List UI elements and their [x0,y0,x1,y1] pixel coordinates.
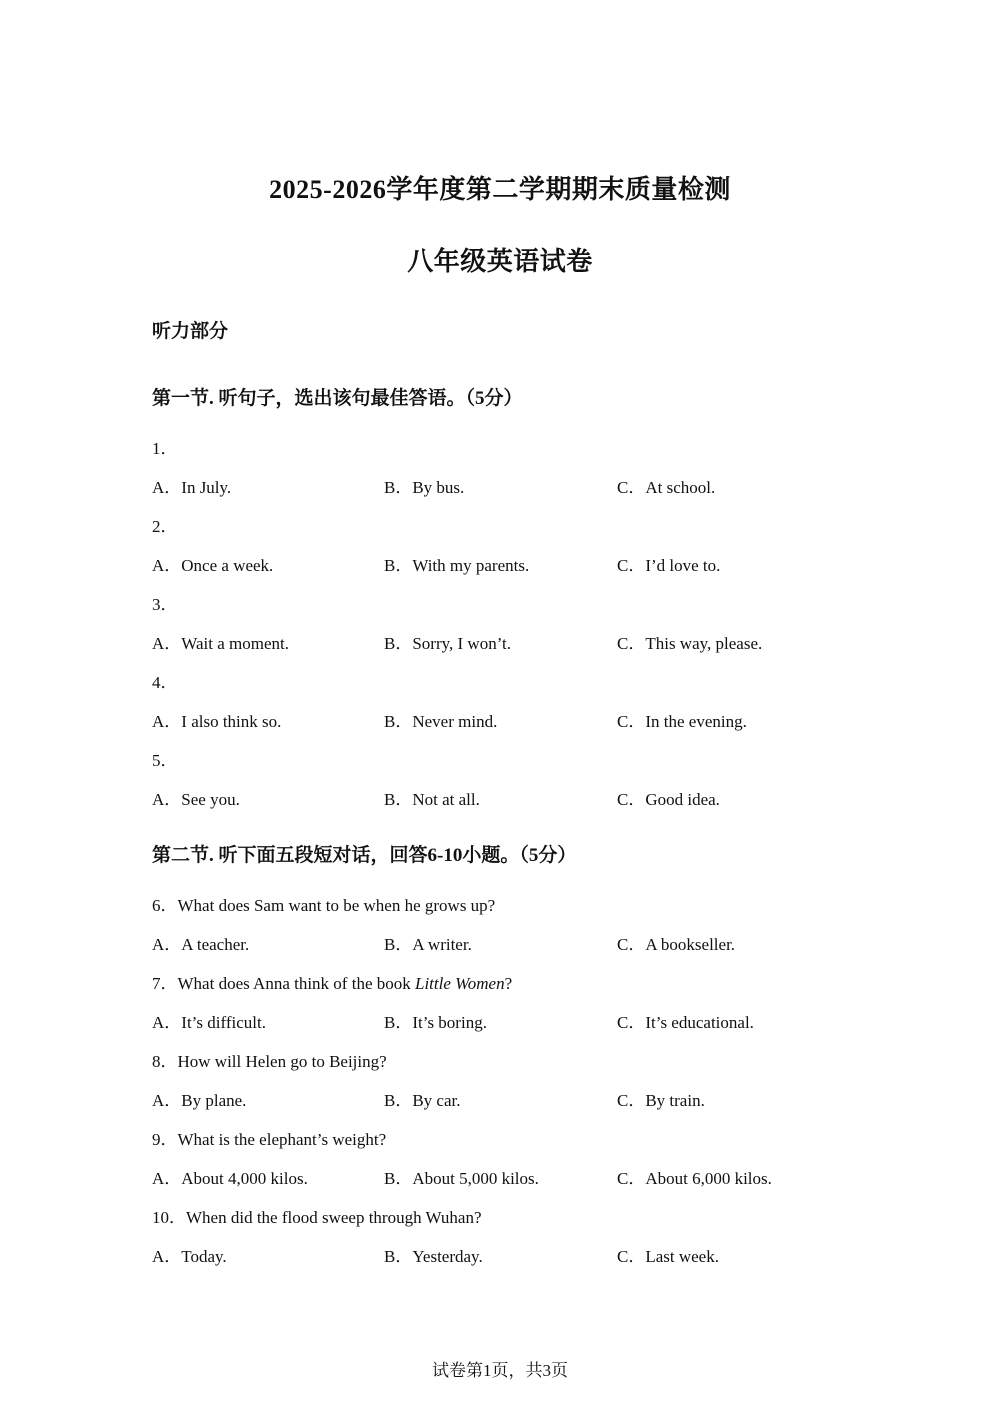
exam-subtitle: 八年级英语试卷 [407,247,593,276]
options-row [152,624,852,663]
option-a: A．A teacher. [152,935,250,954]
option-a: A．About 4,000 kilos. [152,1169,308,1188]
question-row [152,964,852,1003]
option-a: A．Wait a moment. [152,634,289,653]
option-c: C．A bookseller. [617,935,736,954]
question-number: 3． [152,595,178,614]
question-row [152,1120,852,1159]
option-c: C．By train. [617,1091,705,1110]
page-footer: 试卷第1页，共3页 [432,1361,568,1380]
option-b: B．A writer. [384,935,472,954]
option-a: A．It’s difficult. [152,1013,266,1032]
option-b: B．Never mind. [384,712,498,731]
option-b: B．By car. [384,1091,461,1110]
options-row [152,1003,852,1042]
section2-heading: 第二节. 听下面五段短对话，回答6-10小题。（5分） [152,845,577,866]
question-row [152,1042,852,1081]
question-text: When did the flood sweep through Wuhan? [186,1208,482,1227]
option-c: C．About 6,000 kilos. [617,1169,772,1188]
section1-questions [152,429,852,819]
section1-heading: 第一节. 听句子，选出该句最佳答语。（5分） [152,388,523,409]
options-row [152,780,852,819]
options-row [152,702,852,741]
option-b: B．About 5,000 kilos. [384,1169,539,1188]
part-heading-listening: 听力部分 [152,321,229,342]
question-number-row [152,741,852,780]
question-number: 6． [152,896,178,915]
option-c: C．I’d love to. [617,556,721,575]
question-number-row [152,663,852,702]
options-row [152,925,852,964]
question-number: 7． [152,974,178,993]
option-b: B．With my parents. [384,556,530,575]
option-b: B．It’s boring. [384,1013,487,1032]
option-c: C．Good idea. [617,790,720,809]
option-a: A．I also think so. [152,712,282,731]
question-text: What is the elephant’s weight? [177,1130,387,1149]
option-a: A．In July. [152,478,232,497]
question-number: 10． [152,1208,186,1227]
option-c: C．Last week. [617,1247,719,1266]
options-row [152,468,852,507]
exam-title: 2025-2026学年度第二学期期末质量检测 [269,175,731,204]
question-row [152,1198,852,1237]
question-number-row [152,429,852,468]
question-number: 5． [152,751,178,770]
question-number: 4． [152,673,178,692]
option-a: A．Once a week. [152,556,274,575]
question-row [152,886,852,925]
question-text: What does Sam want to be when he grows up? [177,896,496,915]
options-row [152,1237,852,1276]
question-number-row [152,507,852,546]
question-text: How will Helen go to Beijing? [177,1052,387,1071]
section2-questions [152,886,852,1276]
question-number: 8． [152,1052,178,1071]
options-row [152,1159,852,1198]
options-row [152,546,852,585]
question-number: 9． [152,1130,178,1149]
option-c: C．This way, please. [617,634,763,653]
question-number: 2． [152,517,178,536]
option-a: A．Today. [152,1247,227,1266]
question-number: 1． [152,439,178,458]
option-c: C．At school. [617,478,716,497]
option-b: B．Not at all. [384,790,480,809]
option-a: A．See you. [152,790,240,809]
book-title: Little Women [415,974,505,993]
question-text: What does Anna think of the book [177,974,415,993]
option-c: C．In the evening. [617,712,747,731]
option-b: B．Sorry, I won’t. [384,634,512,653]
question-number-row [152,585,852,624]
option-b: B．Yesterday. [384,1247,483,1266]
option-b: B．By bus. [384,478,465,497]
question-text-end: ? [504,974,513,993]
options-row [152,1081,852,1120]
option-c: C．It’s educational. [617,1013,754,1032]
option-a: A．By plane. [152,1091,247,1110]
